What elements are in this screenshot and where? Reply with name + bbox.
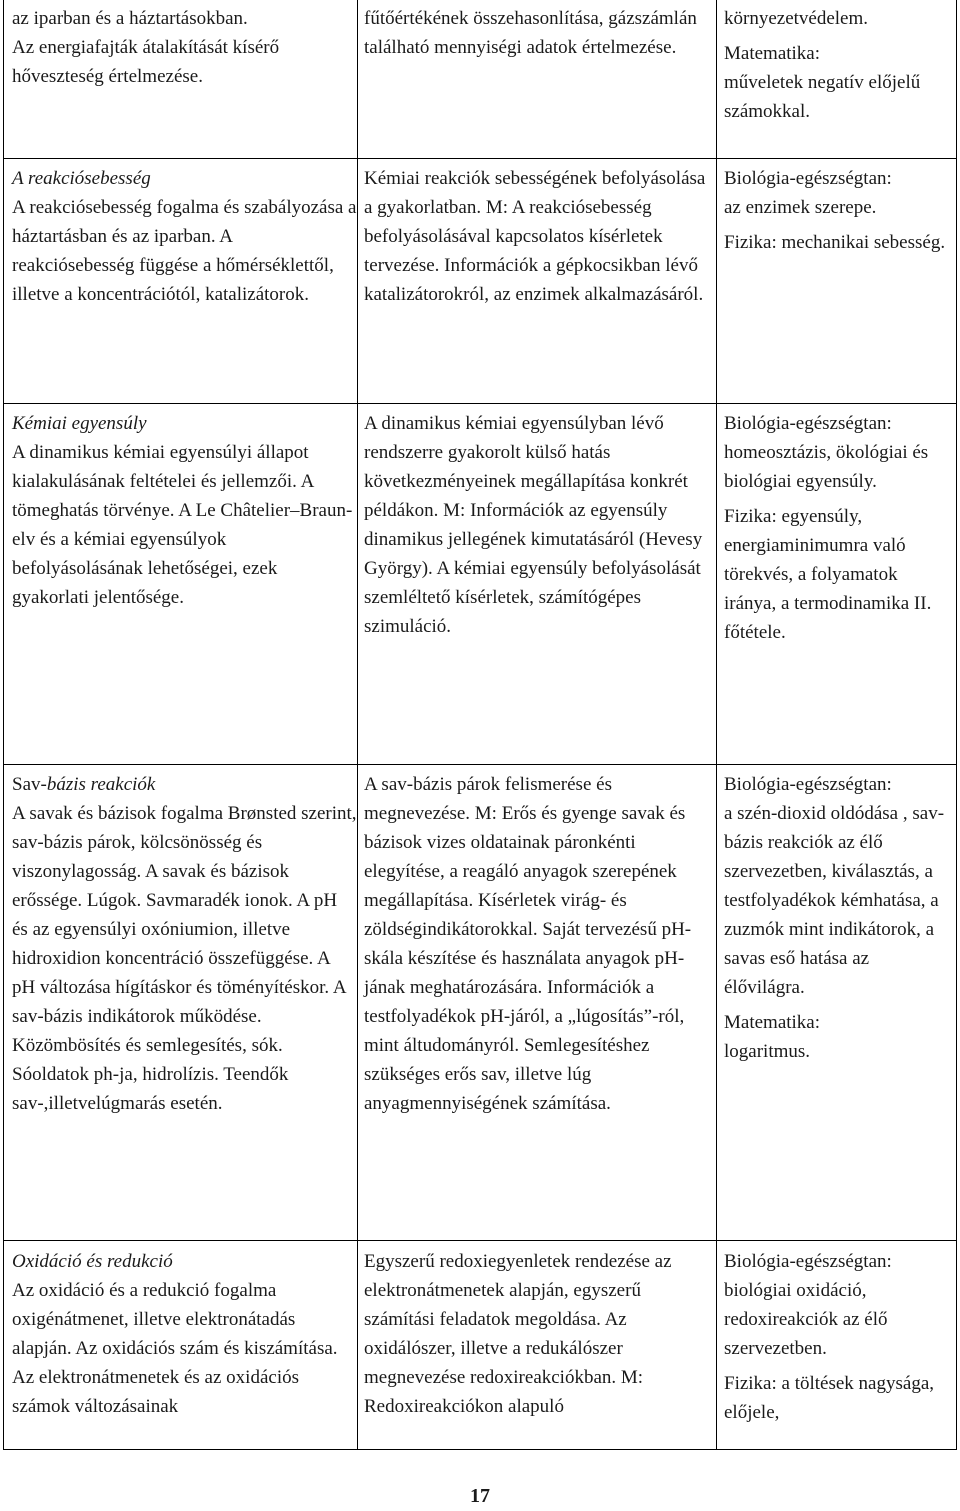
- row0-col3-line1: környezetvédelem.: [724, 8, 869, 29]
- row1-col1: [12, 164, 357, 309]
- row4-col2: [364, 1247, 712, 1421]
- row4-col3: [724, 1247, 954, 1427]
- m-marker: M:: [474, 803, 497, 824]
- row2-col1: [12, 409, 357, 612]
- topic-body: A dinamikus kémiai egyensúlyi állapot kialakulásának feltételei és jellemzői. A tömeghatás törvénye. A Le Châtelier–Braun-elv és a kémiai egyensúlyok befolyásolásának lehetőségei, ezek gyakorlati jelentősége.: [12, 442, 353, 608]
- row0-col1-line2: Az energiafajták átalakítását kísérő hőveszteség értelmezése.: [12, 37, 280, 87]
- row3-col3: [724, 770, 954, 1066]
- row3-col1: [12, 770, 357, 1118]
- m-marker: M:: [443, 500, 466, 521]
- activity-text: A dinamikus kémiai egyensúlyban lévő rendszerre gyakorolt külső hatás következményeinek megállapítása konkrét példákon. M: Információk az egyensúly dinamikus jellegének kimutatásáról (Hevesy György). A kémiai egyensúly befolyásolását szemléltető kísérletek, számítógépes szimuláció.: [364, 413, 703, 637]
- row0-col3-subject: Matematika:: [724, 43, 821, 64]
- row1-col3: [724, 164, 954, 257]
- subject-label: Biológia-egészségtan:: [724, 168, 892, 189]
- column-divider: [716, 0, 717, 1450]
- subject-text: homeosztázis, ökológiai és biológiai egyensúly.: [724, 442, 929, 492]
- row2-col2: [364, 409, 712, 641]
- topic-body: A reakciósebesség fogalma és szabályozása a háztartásban és az iparban. A reakciósebesség függése a hőmérséklettől, illetve a koncentrációtól, katalizátorok.: [12, 197, 357, 305]
- subject-text: az enzimek szerepe.: [724, 197, 877, 218]
- row-divider: [3, 764, 957, 765]
- row0-col3-text: műveletek negatív előjelű számokkal.: [724, 72, 921, 122]
- row0-col1: [12, 4, 357, 91]
- subject-link: Fizika: egyensúly, energiaminimumra való törekvés, a folyamatok iránya, a termodinamika II. főtétele.: [724, 506, 932, 643]
- topic-body: A savak és bázisok fogalma Brønsted szerint, sav-bázis párok, kölcsönösség és viszonylagosság. A savak és bázisok erőssége. Lúgok. Savmaradék ionok. A pH és az egyensúlyi oxóniumion, illetve hidroxidion koncentráció összefüggése. A pH változása hígításkor és töményítéskor. A sav-bázis indikátorok működése. Közömbösítés és semlegesítés, sók. Sóoldatok ph-ja, hidrolízis. Teendők sav-,illetvelúgmarás esetén.: [12, 803, 357, 1114]
- row3-col2: [364, 770, 712, 1118]
- row0-col1-line1: az iparban és a háztartásokban.: [12, 8, 248, 29]
- subject-link: Fizika: mechanikai sebesség.: [724, 232, 946, 253]
- topic-heading: Oxidáció és redukció: [12, 1251, 173, 1272]
- row1-col2: [364, 164, 712, 309]
- row0-col2-text: fűtőértékének összehasonlítása, gázszámlán található mennyiségi adatok értelmezése.: [364, 8, 697, 58]
- row0-col3: [724, 4, 954, 126]
- m-marker: M:: [620, 1367, 644, 1388]
- column-divider: [357, 0, 358, 1450]
- row-divider: [3, 1240, 957, 1241]
- topic-heading: Kémiai egyensúly: [12, 413, 147, 434]
- subject-text: a szén-dioxid oldódása , sav-bázis reakciók az élő szervezetben, kiválasztás, a testfolyadékok kémhatása, a zuzmók mint indikátorok, a savas eső hatása az élővilágra.: [724, 803, 945, 998]
- row2-col3: [724, 409, 954, 647]
- subject-label: Biológia-egészségtan:: [724, 1251, 892, 1272]
- subject-text: logaritmus.: [724, 1041, 811, 1062]
- subject-label: Biológia-egészségtan:: [724, 774, 892, 795]
- subject-link: Fizika: a töltések nagysága, előjele,: [724, 1373, 935, 1423]
- row-divider: [3, 403, 957, 404]
- m-marker: M:: [485, 197, 509, 218]
- subject-text: biológiai oxidáció, redoxireakciók az élő szervezetben.: [724, 1280, 888, 1359]
- topic-heading: A reakciósebesség: [12, 168, 151, 189]
- topic-body: Az oxidáció és a redukció fogalma oxigénátmenet, illetve elektronátadás alapján. Az oxidációs szám és kiszámítása. Az elektronátmenetek és az oxidációs számok változásainak: [12, 1280, 338, 1417]
- activity-text: Kémiai reakciók sebességének befolyásolása a gyakorlatban. M: A reakciósebesség befolyásolásával kapcsolatos kísérletek tervezése. Információk a gépkocsikban lévő katalizátorokról, az enzimek alkalmazásáról.: [364, 168, 706, 305]
- subject-label: Biológia-egészségtan:: [724, 413, 892, 434]
- page-number: 17: [470, 1485, 490, 1507]
- activity-text: A sav-bázis párok felismerése és megnevezése. M: Erős és gyenge savak és bázisok vizes oldatainak páronkénti elegyítése, a reagáló anyagok szerepének megállapítása. Kísérletek virág- és zöldségindikátorokkal. Saját tervezésű pH-skála készítése és használata anyagok pH-jának meghatározására. Információk a testfolyadékok pH-járól, a „lúgosítás”-ról, mint áltudományról. Semlegesítéshez szükséges erős sav, illetve lúg anyagmennyiségének számítása.: [364, 774, 692, 1114]
- subject-label: Matematika:: [724, 1012, 821, 1033]
- topic-heading: Sav-bázis reakciók: [12, 774, 156, 795]
- row-divider: [3, 158, 957, 159]
- row0-col2: [364, 4, 712, 62]
- row4-col1: [12, 1247, 357, 1421]
- activity-text: Egyszerű redoxiegyenletek rendezése az elektronátmenetek alapján, egyszerű számítási feladatok megoldása. Az oxidálószer, illetve a redukálószer megnevezése redoxireakciókban. M: Redoxireakciókon alapuló: [364, 1251, 672, 1417]
